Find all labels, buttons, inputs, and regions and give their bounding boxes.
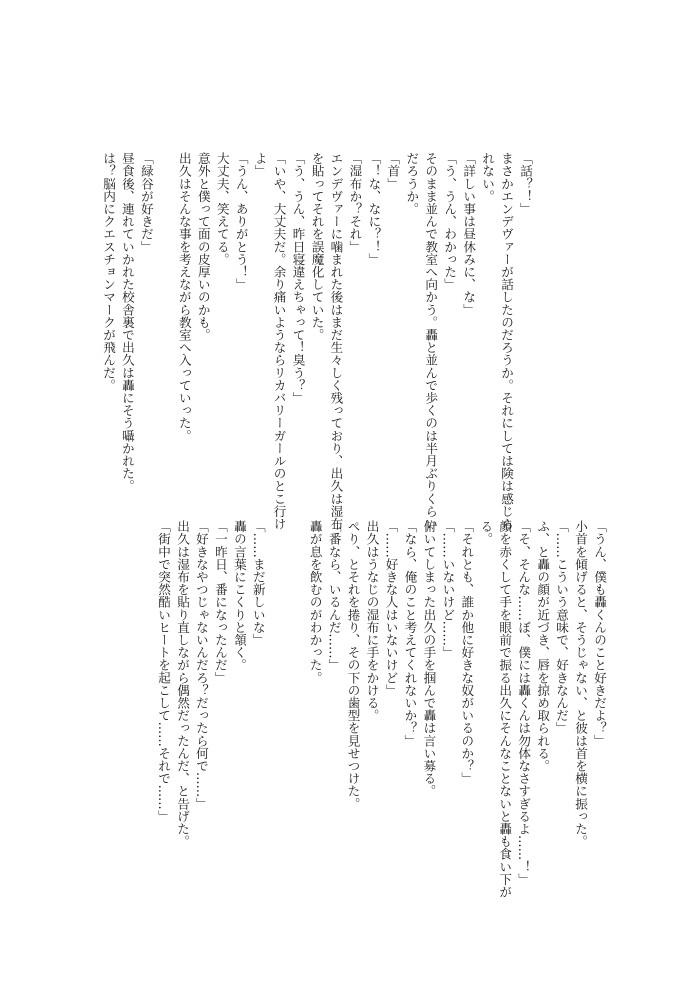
lower-text-block (108, 520, 608, 940)
text-line: 俯いてしまった出久の手を掴んで轟は言い募る。 (421, 520, 437, 798)
text-line: は？脳内にクエスチョンマークが飛んだ。 (101, 152, 117, 392)
text-line: 「……いないけど……」 (440, 520, 456, 659)
text-line: 轟の言葉にこくりと頷く。 (231, 520, 247, 672)
text-line: よ」 (252, 152, 268, 178)
text-line: 意外と僕って面の皮厚いのかも。 (195, 152, 211, 341)
text-line: 出久は湿布を貼り直しながら偶然だったんだ、と告げた。 (175, 520, 191, 848)
text-line: 「……こういう意味で、好きなんだ」 (554, 520, 570, 735)
text-line: 「うん、ありがとう！」 (233, 152, 249, 291)
text-line: 「……まだ新しいな」 (250, 520, 266, 646)
text-line: 「！な、なに？！」 (366, 152, 382, 266)
text-line: 「いや、大丈夫だ。余り痛いようならリカバリーガールのとこ行け (271, 152, 287, 530)
text-line: 「湿布か？それ」 (347, 152, 363, 253)
text-line: 「う、うん、昨日寝違えちゃって！臭う？」 (290, 152, 306, 404)
text-line: ぺり、とそれを捲り、その下の歯型を見せつけた。 (345, 520, 361, 810)
text-line: 「う、うん、わかった」 (442, 152, 458, 291)
text-line: 「好きなやつじゃないんだろ？だったら何で……」 (193, 520, 209, 810)
text-line: 「首」 (385, 152, 401, 190)
text-line: 出久はそんな事を考えながら教室へ入っていった。 (176, 152, 192, 442)
text-line: 「それとも、誰か他に好きな奴がいるのか？」 (459, 520, 475, 785)
text-line: 顔を赤くして手を眼前で振る出久にそんなことないと轟も食い下が (497, 520, 513, 898)
text-line: まさかエンデヴァーが話したのだろうか。それにしては険は感じら (499, 152, 515, 530)
text-line: 「一昨日、番になったんだ」 (212, 520, 228, 684)
text-line: る。 (478, 520, 494, 546)
text-line: 轟が息を飲むのがわかった。 (307, 520, 323, 684)
upper-text-block (101, 152, 534, 572)
text-line: 出久はうなじの湿布に手をかける。 (364, 520, 380, 722)
text-line: 「……好きな人はいないけど」 (383, 520, 399, 697)
text-line: だろうか。 (404, 152, 420, 215)
text-line: れない。 (480, 152, 496, 203)
text-line (267, 520, 286, 940)
text-line: 「街中で突然酷いヒートを起こして……それで……」 (156, 520, 172, 823)
text-line: 小首を傾げると、そうじゃない、と彼は首を横に振った。 (573, 520, 589, 848)
text-line: を貼ってそれを誤魔化していた。 (309, 152, 325, 341)
text-line (286, 520, 305, 940)
text-line: 昼食後、連れていかれた校舎裏で出久は轟にそう囁かれた。 (119, 152, 135, 493)
text-line: 「うん、僕も轟くんのこと好きだよ？」 (592, 520, 607, 747)
text-line: 大丈夫、笑えてる。 (214, 152, 230, 266)
text-line: 「詳しい事は昼休みに、な」 (461, 152, 477, 316)
text-line: ふ、と轟の顔が近づき、唇を掠め取られる。 (535, 520, 551, 772)
text-line: 「そ、そんな……ぼ、僕には轟くんは勿体なさすぎるよ……！」 (516, 520, 532, 886)
text-line: 「話？！」 (518, 152, 533, 215)
text-line: 「番なら、いるんだ……」 (326, 520, 342, 672)
text-line (155, 152, 174, 572)
text-line: 「なら、俺のこと考えてくれないか？」 (402, 520, 418, 747)
text-line: エンデヴァーに噛まれた後はまだ生々しく残っており、出久は湿布 (328, 152, 344, 530)
text-line: そのまま並んで教室へ向かう。轟と並んで歩くのは半月ぶりくらい (423, 152, 439, 530)
text-line: 「緑谷が好きだ」 (138, 152, 154, 253)
